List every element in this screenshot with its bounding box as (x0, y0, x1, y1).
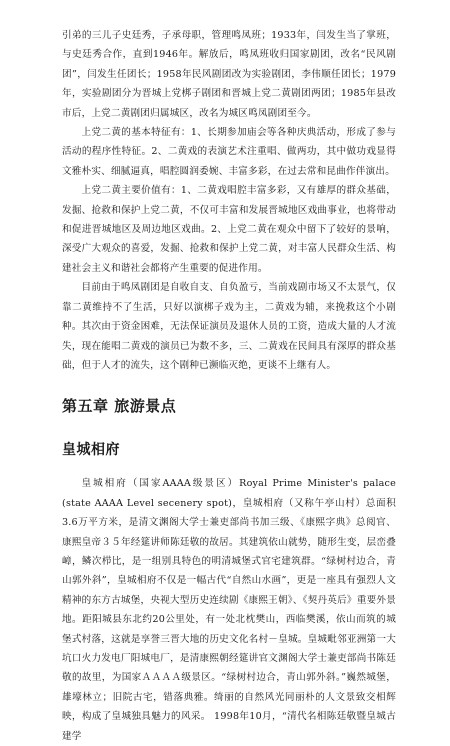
paragraph-huangcheng-intro: 皇城相府（国家AAAA级景区）Royal Prime Minister's palace (state AAAA Level secenery spot)，皇城相府（又称午亭山村）总面积3.6万平方米，是清文渊阁大学士兼吏部尚书加三级、《康熙字典》总阅官、康熙皇帝３５年经筵讲师陈廷敬的故居。其建筑依山就势，随形生变，层峦叠嶂，鳞次栉比，是一组别具特色的明清城堡式官宅建筑群。“绿树村边合，青山郭外斜”，皇城相府不仅是一幅古代“自然山水画”，更是一座具有强烈人文精神的东方古城堡，央视大型历史连续剧《康熙王朝》、《契丹英后》重要外景地。距阳城县东北约20公里处，有一处北枕樊山，西临樊溪，依山而筑的城堡式村落，这就是享誉三晋大地的历史文化名村－皇城。皇城毗邻亚洲第一大坑口火力发电厂阳城电厂，是清康熙朝经筵讲官文渊阁大学士兼吏部尚书陈廷敬的故里，为国家ＡＡＡＡ级景区。“绿树村边合，青山郭外斜。”巍然城堡，雄壕林立；旧院古宅，错落典雅。绮丽的自然风光同丽朴的人文景致交相辉映，构成了皇城独具魅力的风采。 1998年10月，“清代名相陈廷敬暨皇城古建学 (62, 478, 396, 742)
paragraph-basic-features: 上党二黄的基本特征有：1、长期参加庙会等各种庆典活动，形成了参与活动的程序性特征。2、二黄戏的表演艺术注重唱、做两功，其中做功戏显得文雅朴实、细腻逼真，唱腔圆润委婉、丰富多彩，在过去常和昆曲作伴演出。 (62, 127, 396, 177)
intro-text-block (62, 26, 396, 375)
paragraph-troupe-history: 引弟的三儿子史廷秀，子承母职，管理鸣凤班；1933年，闫发生当了掌班，与史廷秀合作，直到1946年。解放后，鸣凤班收归国家剧团，改名“民风剧团”，闫发生任团长；1958年民风剧团改为实验剧团，李伟顺任团长；1979年，实验剧团分为晋城上党梆子剧团和晋城上党二黄剧团两团；1985年县改市后，上党二黄剧团归属城区，改名为城区鸣凤剧团至今。 (62, 30, 396, 119)
document-body (62, 26, 396, 746)
chapter-heading: 第五章 旅游景点 (62, 397, 177, 416)
paragraph-current-status: 目前由于鸣凤剧团是自收自支、自负盈亏，当前戏剧市场又不太景气，仅靠二黄维持不了生活，只好以演梆子戏为主，二黄戏为辅，来挽救这个小剧种。其次由于资金困难，无法保证演员及退休人员的工资，造成大量的人才流失，现在能唱二黄戏的演员已为数不多，三、二黄戏在民间具有深厚的群众基础，但于人才的流失，这个剧种已濒临灭绝，更谈不上继有人。 (62, 282, 396, 371)
section-text-block (62, 474, 396, 746)
paragraph-main-value: 上党二黄主要价值有：1、二黄戏唱腔丰富多彩，又有雄厚的群众基础，发掘、抢救和保护上党二黄，不仅可丰富和发展晋城地区戏曲事业，也将带动和促进晋城地区及周边地区戏曲。2、上党二黄在观众中留下了较好的景响，深受广大观众的喜爱，发掘、抢救和保护上党二黄，对丰富人民群众生活、构建社会主义和谐社会都将产生重要的促进作用。 (62, 185, 396, 274)
section-heading: 皇城相府 (62, 442, 120, 459)
